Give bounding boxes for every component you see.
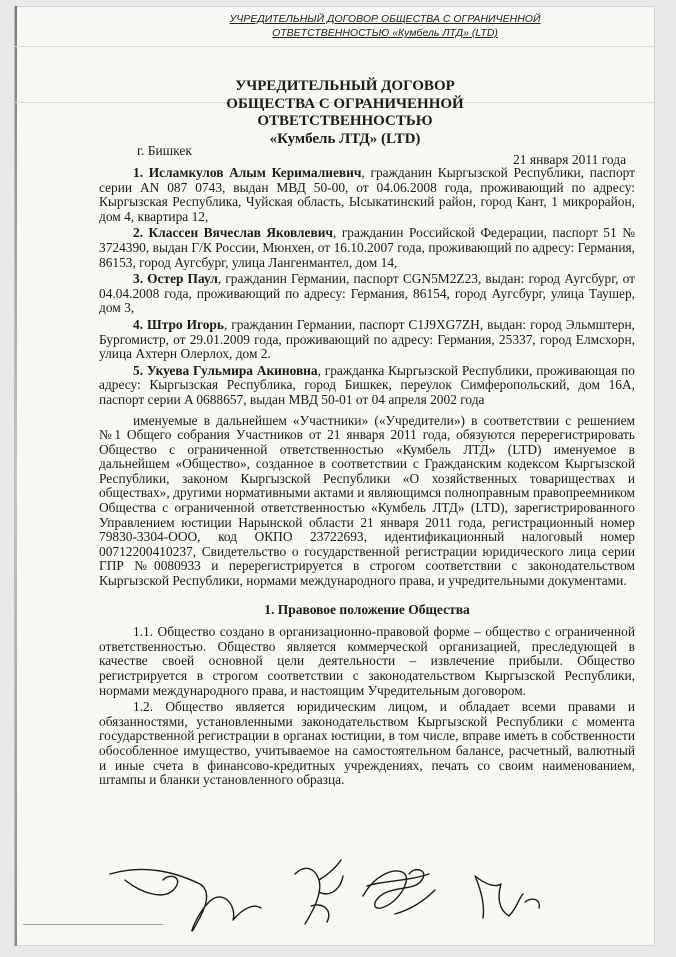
date: 21 января 2011 года	[513, 152, 627, 167]
title-line: ОБЩЕСТВА С ОГРАНИЧЕННОЙ	[226, 95, 464, 112]
party-details: , гражданин Российской Федерации, паспорт 51 № 3724390, выдан Г/К России, Мюнхен, от 16.10.2007 года, проживающий по адресу: Германия, 86153, город Аугсбург, улица Лангенмантел, дом 14,	[99, 225, 635, 270]
party-paragraph	[99, 226, 635, 270]
party-name: Исламкулов Алым Керималиевич	[148, 165, 362, 180]
show-through-line	[15, 46, 655, 47]
preamble-paragraph: именуемые в дальнейшем «Участники» («Учредители») в соответствии с решением №1 Общего собрания Участников от 21 января 2011 года, обязуются перерегистрировать Общество с ограниченной ответственностью «Кумбель ЛТД» (LTD) именуемое в дальнейшем «Общество», созданное в соответствии с Гражданским кодексом Кыргызской Республики, законом Кыргызской Республики «О хозяйственных товариществах и обществах», другими нормативными актами и являющимся полноправным правопреемником Общества с ограниченной ответственностью «Кумбель ЛТД» (LTD), зарегистрированного Управлением юстиции Нарынской области 21 января 2011 года, регистрационный номер 79830-3304-ООО, код ОКПО 23722693, идентификационный налоговый номер 00712200410237, Свидетельство о государственной регистрации юридического лица серии ГПР №0080933 и перерегистрируется в строгом соответствии с законодательством Кыргызской Республики, нормами международного права, и учредительными документами.	[99, 412, 635, 589]
footer-rule	[23, 924, 163, 925]
party-details: , гражданин Германии, паспорт CGN5M2Z23, выдан: город Аугсбург, от 04.04.2008 года, проживающий по адресу: Германия, 86154, город Аугсбург, улица Таушер, дом 3,	[99, 271, 635, 316]
party-details: , гражданин Германии, паспорт C1J9XG7ZH, выдан: город Эльмштерн, Бургомистр, от 29.01.2009 года, проживающий по адресу: Германия, 25337, город Елмсхорн, улица Ахтерн Олерлох, дом 2.	[99, 316, 635, 362]
party-name: Укуева Гульмира Акиновна	[146, 362, 318, 378]
document-page	[14, 6, 655, 946]
clause-text: Общество создано в организационно-правовой форме – общество с ограниченной ответственностью. Общество является коммерческой организацией, преследующей в качестве своей основной цели деятельности – извлечение прибыли. Общество регистрируется в строгом соответствии с законодательством Кыргызской Республики, нормами международного права, и настоящим Учредительным договором.	[99, 624, 635, 698]
running-header: УЧРЕДИТЕЛЬНЫЙ ДОГОВОР ОБЩЕСТВА С ОГРАНИЧЕННОЙ ОТВЕТСТВЕННОСТЬЮ «Кумбель ЛТД» (LTD)	[229, 13, 541, 39]
clause-paragraph	[99, 700, 635, 788]
signature-1	[110, 869, 261, 931]
signature-1-flourish	[125, 876, 178, 895]
party-name: Остер Паул	[147, 271, 218, 287]
place: г. Бишкек	[137, 143, 192, 158]
party-paragraph	[99, 166, 635, 224]
party-details: , гражданин Кыргызской Республики, паспорт серии AN 087 0743, выдан МВД 50-00, от 04.06.2008 года, проживающий по адресу: Кыргызская Республика, Чуйская область, Ысыкатинский район, город Кант, 1 микрорайон, дом 4, квартира 12,	[99, 165, 636, 224]
title-line: УЧРЕДИТЕЛЬНЫЙ ДОГОВОР	[235, 78, 455, 94]
clause-number: 1.1.	[133, 624, 154, 640]
party-number: 1.	[133, 165, 144, 180]
title-line: ОТВЕТСТВЕННОСТЬЮ	[257, 113, 433, 129]
signatures	[105, 844, 625, 936]
party-paragraph	[99, 364, 635, 408]
party-number: 2.	[133, 225, 144, 241]
scan-edge	[14, 6, 17, 946]
party-details: , гражданка Кыргызской Республики, проживающая по адресу: Кыргызская Республика, город Бишкек, переулок Симферопольский, дом 16А, паспорт серии A 0688657, выдан МВД 50-01 от 04 апреля 2002 года	[99, 362, 635, 407]
document-body	[99, 166, 635, 790]
clause-text: Общество является юридическим лицом, и обладает всеми правами и обязанностями, установленными законодательством Кыргызской Республики с момента государственной регистрации в органах юстиции, в том числе, вправе иметь в собственности обособленное имущество, учитываемое на самостоятельном балансе, расчетный, валютный и иные счета в финансово-кредитных учреждениях, печать со своим наименованием, штампы и бланки установленного образца.	[99, 699, 635, 788]
section-heading: 1. Правовое положение Общества	[264, 601, 470, 617]
party-number: 5.	[133, 362, 144, 378]
party-name: Штро Игорь	[147, 316, 224, 332]
clause-paragraph	[99, 625, 635, 698]
title-line: «Кумбель ЛТД» (LTD)	[269, 130, 421, 147]
party-number: 4.	[133, 316, 144, 332]
party-number: 3.	[133, 271, 144, 287]
signature-3	[363, 870, 435, 914]
signature-2	[295, 860, 343, 924]
signature-4	[475, 876, 539, 918]
party-paragraph	[99, 272, 635, 316]
party-paragraph	[99, 318, 635, 362]
party-name: Классен Вячеслав Яковлевич	[148, 225, 333, 241]
document-title	[185, 78, 505, 148]
clause-number: 1.2.	[133, 699, 154, 715]
